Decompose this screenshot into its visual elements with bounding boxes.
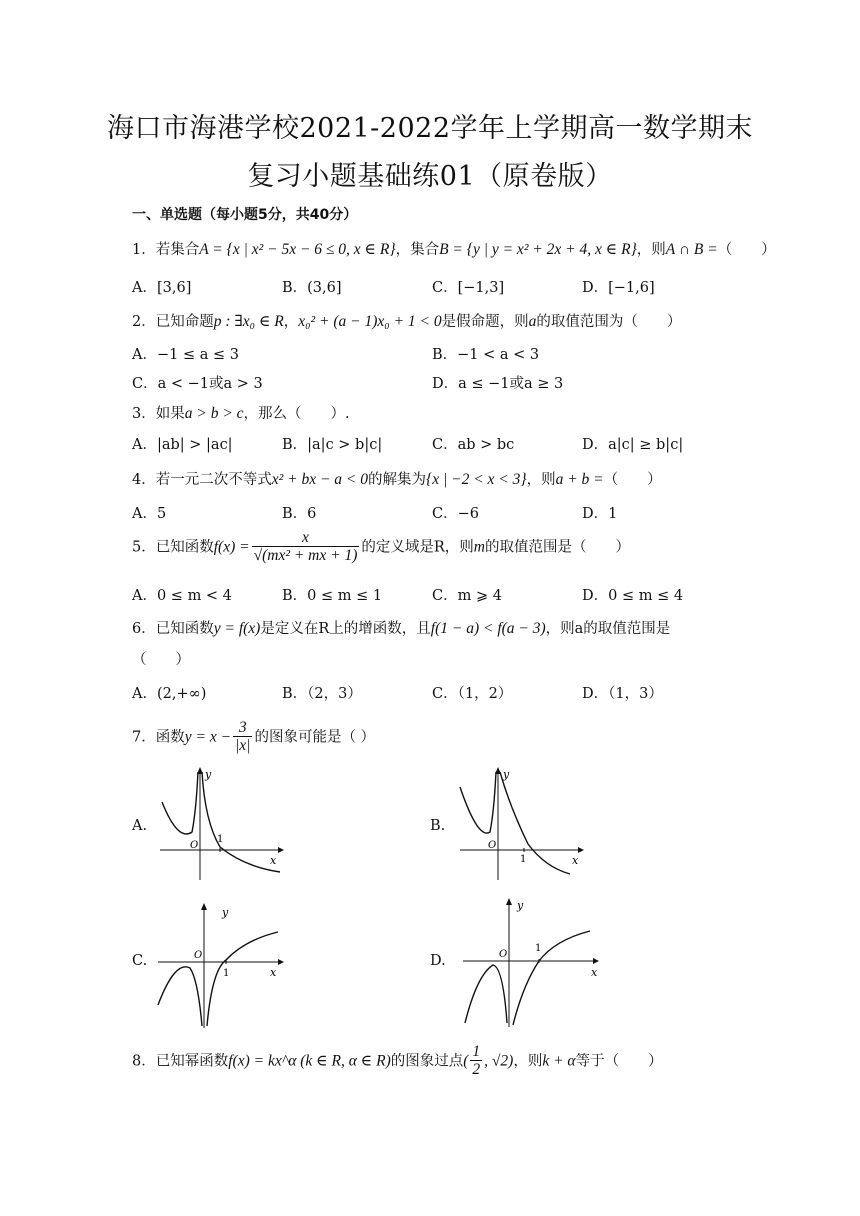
question-7: 7．函数y = x − $\frac{3}{|x|}$ 的图象可能是（ ）: [132, 719, 376, 754]
q3-option-c[interactable]: C．ab > bc: [432, 437, 515, 453]
q5-fraction: $\frac{x}{\text{√(mx² + mx + 1)}}$: [253, 529, 358, 564]
q7-graph-d[interactable]: [455, 895, 605, 1030]
q6-option-d[interactable]: D．（1，3）: [582, 686, 663, 702]
q8-fraction: $\frac{1}{2}$: [472, 1043, 481, 1078]
title-line-1: 海口市海港学校2021-2022学年上学期高一数学期末: [106, 113, 754, 144]
q4-option-b[interactable]: B．6: [282, 506, 317, 522]
graph-c-origin: O: [194, 950, 203, 961]
graph-d-x-label: x: [591, 966, 598, 979]
question-2: 2．已知命题p : ∃x₀ ∈ R，x₀² + (a − 1)x₀ + 1 < 0是假命题，则a的取值范围为（ ）: [132, 313, 682, 330]
q7-graph-c[interactable]: [150, 900, 290, 1030]
graph-c-one: 1: [223, 968, 230, 979]
q5-option-b[interactable]: B．0 ≤ m ≤ 1: [282, 588, 383, 604]
title-line-2: 复习小题基础练01（原卷版）: [247, 161, 613, 192]
q4-option-c[interactable]: C．−6: [432, 506, 479, 522]
graph-c-x-label: x: [270, 966, 277, 979]
q4-option-a[interactable]: A．5: [132, 506, 167, 522]
q7-fraction: $\frac{3}{|x|}$: [235, 719, 251, 754]
q5-option-d[interactable]: D．0 ≤ m ≤ 4: [582, 588, 684, 604]
q7-graph-b[interactable]: [450, 762, 590, 882]
q7-option-c-label[interactable]: C.: [132, 953, 148, 969]
q2-option-d[interactable]: D．a ≤ −1或a ≥ 3: [432, 376, 564, 392]
q1-option-c[interactable]: C．[−1,3]: [432, 280, 505, 296]
question-3: 3．如果a > b > c，那么（ ）.: [132, 405, 350, 422]
graph-a-y-label: y: [205, 768, 212, 781]
question-6-paren: （ ）: [132, 652, 190, 668]
q2-option-c[interactable]: C．a < −1或a > 3: [132, 376, 263, 392]
graph-d-one: 1: [535, 943, 542, 954]
graph-a-origin: O: [190, 840, 199, 851]
q4-option-d[interactable]: D．1: [582, 506, 618, 522]
question-4: 4．若一元二次不等式x² + bx − a < 0的解集为{x | −2 < x < 3}，则a + b =（ ）: [132, 471, 662, 488]
graph-b-y-label: y: [503, 768, 510, 781]
graph-a-x-label: x: [270, 854, 277, 867]
q5-option-a[interactable]: A．0 ≤ m < 4: [132, 588, 232, 604]
graph-c-y-label: y: [222, 906, 229, 919]
q7-option-d-label[interactable]: D.: [430, 953, 446, 969]
q7-option-a-label[interactable]: A.: [132, 818, 148, 834]
q1-option-a[interactable]: A．[3,6]: [132, 280, 192, 296]
graph-d-origin: O: [499, 949, 508, 960]
q5-option-c[interactable]: C．m ⩾ 4: [432, 588, 502, 604]
graph-b-origin: O: [488, 840, 497, 851]
question-8: 8．已知幂函数f(x) = kx^α (k ∈ R, α ∈ R)的图象过点( $\frac{1}{2}$ , √2)，则k + α等于（ ）: [132, 1043, 663, 1078]
question-1: 1．若集合A = {x | x² − 5x − 6 ≤ 0, x ∈ R}，集合B = {y | y = x² + 2x + 4, x ∈ R}，则A ∩ B =（ ）: [132, 241, 776, 258]
q2-option-a[interactable]: A．−1 ≤ a ≤ 3: [132, 347, 239, 363]
q1-option-b[interactable]: B．(3,6]: [282, 280, 342, 296]
q3-option-a[interactable]: A．|ab| > |ac|: [132, 437, 233, 453]
q3-option-d[interactable]: D．a|c| ≥ b|c|: [582, 437, 684, 453]
section-heading: 一、单选题（每小题5分，共40分）: [132, 207, 358, 223]
q3-option-b[interactable]: B．|a|c > b|c|: [282, 437, 383, 453]
q2-option-b[interactable]: B．−1 < a < 3: [432, 347, 540, 363]
q7-option-b-label[interactable]: B.: [430, 818, 446, 834]
question-6: 6．已知函数y = f(x)是定义在R上的增函数，且f(1 − a) < f(a − 3)，则a的取值范围是: [132, 620, 671, 637]
q6-option-c[interactable]: C．（1，2）: [432, 686, 513, 702]
graph-d-y-label: y: [517, 899, 524, 912]
q7-graph-a[interactable]: [150, 762, 290, 882]
graph-b-x-label: x: [572, 854, 579, 867]
graph-a-one: 1: [217, 834, 224, 845]
question-5: 5．已知函数f(x) = $\frac{x}{\text{√(mx² + mx + 1)}}$ 的定义域是R，则m的取值范围是（ ）: [132, 529, 630, 564]
q6-option-a[interactable]: A．(2,+∞): [132, 686, 207, 702]
q6-option-b[interactable]: B．（2，3）: [282, 686, 362, 702]
graph-b-one: 1: [520, 854, 527, 865]
q1-option-d[interactable]: D．[−1,6]: [582, 280, 655, 296]
